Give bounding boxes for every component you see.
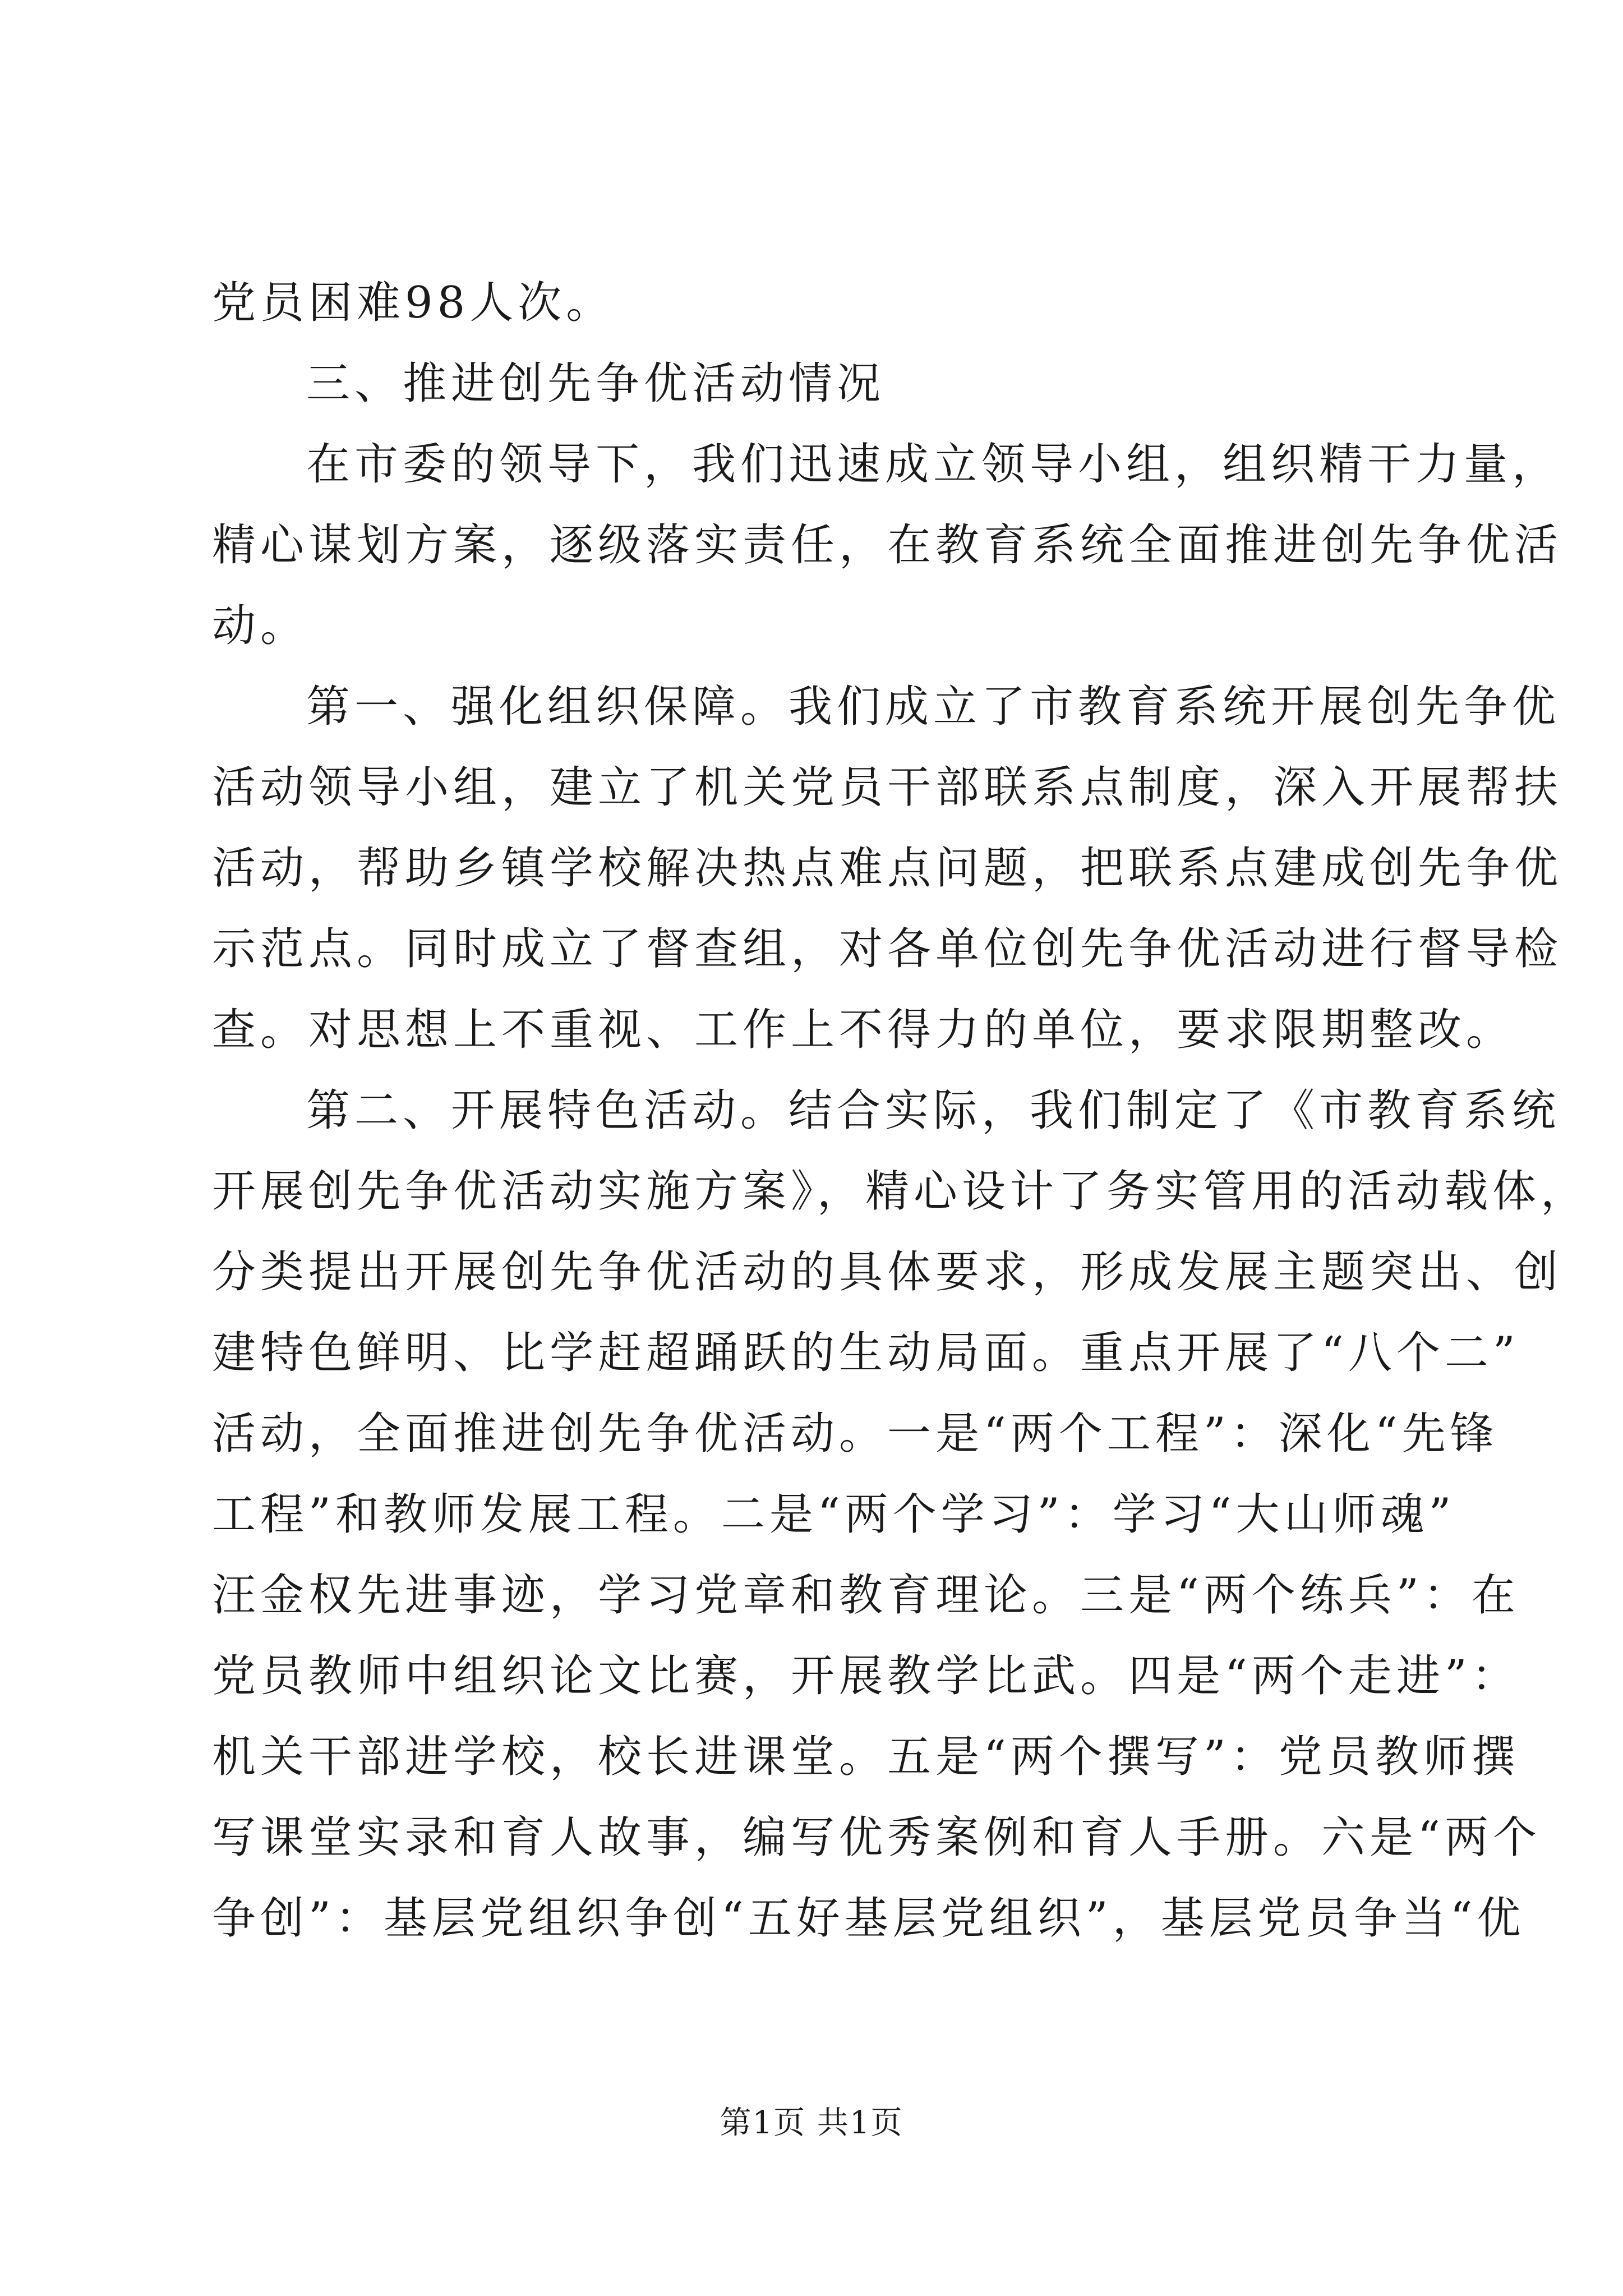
text-line: 动。 — [212, 601, 309, 651]
text-line: 分类提出开展创先争优活动的具体要求，形成发展主题突出、创 — [212, 1247, 1563, 1297]
text-line: 查。对思想上不重视、工作上不得力的单位，要求限期整改。 — [212, 1005, 1515, 1055]
text-line: 活动，帮助乡镇学校解决热点难点问题，把联系点建成创先争优 — [212, 843, 1563, 894]
page-number-footer: 第1页 共1页 — [720, 2105, 903, 2141]
section-heading: 三、推进创先争优活动情况 — [306, 358, 886, 409]
text-line: 精心谋划方案，逐级落实责任，在教育系统全面推进创先争优活 — [212, 520, 1563, 570]
text-line: 工程”和教师发展工程。二是“两个学习”：学习“大山师魂” — [212, 1489, 1456, 1540]
text-line: 党员困难98人次。 — [212, 278, 615, 328]
text-line: 写课堂实录和育人故事，编写优秀案例和育人手册。六是“两个 — [212, 1812, 1541, 1863]
text-line: 第一、强化组织保障。我们成立了市教育系统开展创先争优 — [306, 682, 1561, 732]
text-line: 开展创先争优活动实施方案》，精心设计了务实管用的活动载体， — [212, 1166, 1589, 1217]
text-line: 建特色鲜明、比学赶超踊跃的生动局面。重点开展了“八个二” — [212, 1328, 1520, 1378]
text-line: 机关干部进学校，校长进课堂。五是“两个撰写”：党员教师撰 — [212, 1732, 1520, 1782]
text-line: 在市委的领导下，我们迅速成立领导小组，组织精干力量， — [306, 439, 1561, 490]
text-line: 汪金权先进事迹，学习党章和教育理论。三是“两个练兵”：在 — [212, 1570, 1520, 1621]
text-line: 党员教师中组织论文比赛，开展教学比武。四是“两个走进”： — [212, 1651, 1520, 1701]
text-line: 第二、开展特色活动。结合实际，我们制定了《市教育系统 — [306, 1085, 1561, 1136]
text-line: 争创”：基层党组织争创“五好基层党组织”，基层党员争当“优 — [212, 1893, 1525, 1944]
text-line: 活动领导小组，建立了机关党员干部联系点制度，深入开展帮扶 — [212, 762, 1563, 813]
document-body — [212, 263, 1589, 1959]
text-line: 活动，全面推进创先争优活动。一是“两个工程”：深化“先锋 — [212, 1409, 1498, 1459]
text-line: 示范点。同时成立了督查组，对各单位创先争优活动进行督导检 — [212, 924, 1563, 974]
